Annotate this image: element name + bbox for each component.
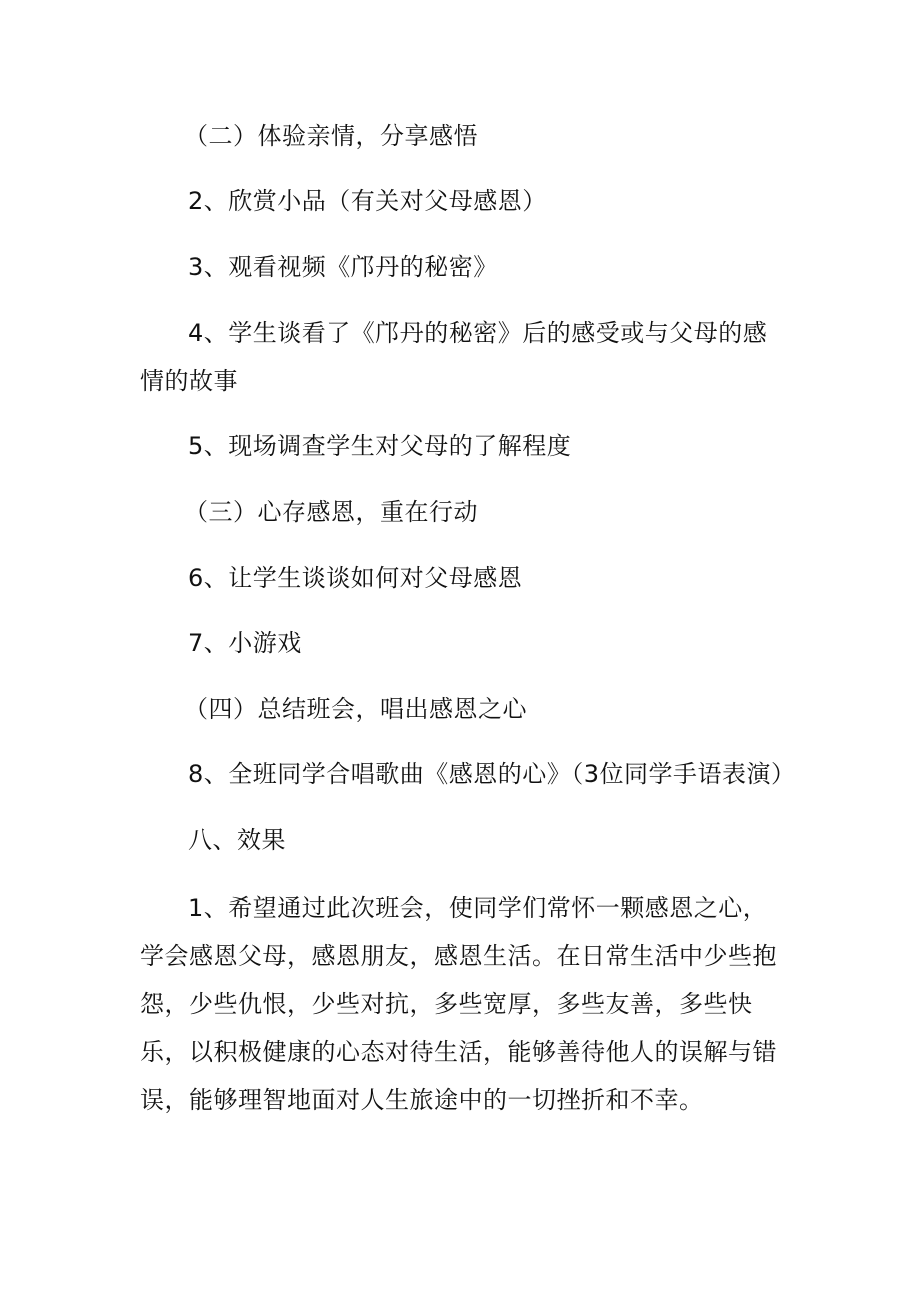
- body-paragraph-effect-1: 1、希望通过此次班会，使同学们常怀一颗感恩之心，学会感恩父母，感恩朋友，感恩生活。在日常生活中少些抱怨，少些仇恨，少些对抗，多些宽厚，多些友善，多些快乐，以积极健康的心态对待生活，能够善待他人的误解与错误，能够理智地面对人生旅途中的一切挫折和不幸。: [140, 894, 777, 1114]
- list-item-2: 2、欣赏小品（有关对父母感恩）: [188, 187, 547, 215]
- section-heading-effect: 八、效果: [188, 826, 286, 854]
- section-heading-3: （三）心存感恩，重在行动: [184, 498, 478, 526]
- list-item-3: 3、观看视频《邝丹的秘密》: [188, 253, 498, 281]
- list-item-4: 4、学生谈看了《邝丹的秘密》后的感受或与父母的感情的故事: [140, 319, 768, 395]
- list-item-5: 5、现场调查学生对父母的了解程度: [188, 432, 572, 460]
- section-heading-4: （四）总结班会，唱出感恩之心: [184, 695, 527, 723]
- list-item-7: 7、小游戏: [188, 629, 302, 657]
- list-item-6: 6、让学生谈谈如何对父母感恩: [188, 564, 523, 592]
- list-item-8: 8、全班同学合唱歌曲《感恩的心》（3位同学手语表演）: [188, 760, 796, 788]
- section-heading-2: （二）体验亲情，分享感悟: [184, 122, 478, 150]
